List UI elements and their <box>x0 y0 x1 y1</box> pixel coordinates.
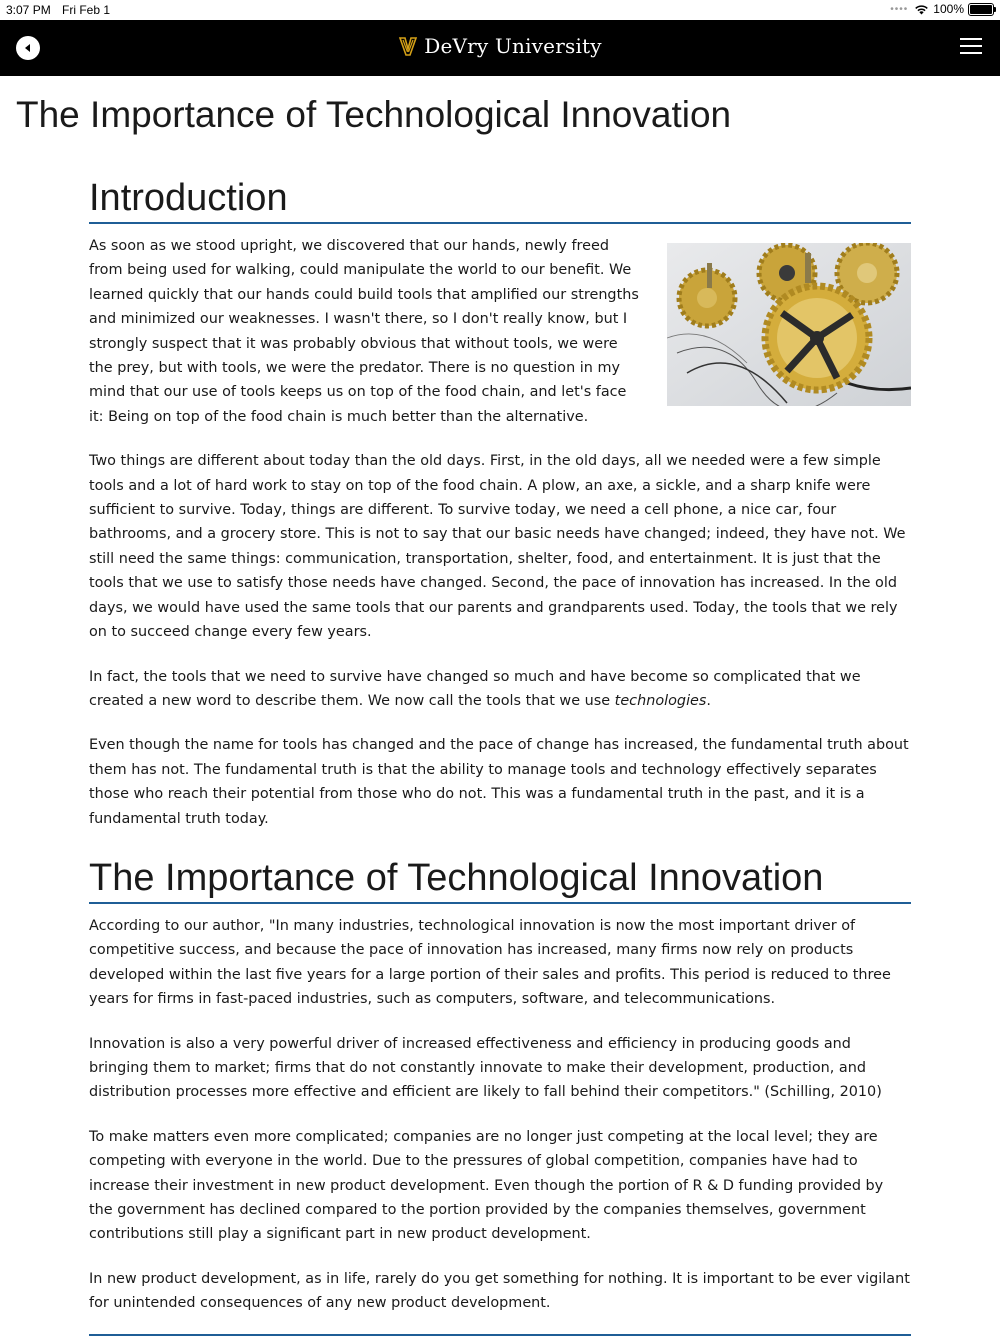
paragraph-text: In fact, the tools that we need to survive have changed so much and have become so complicated that we created a new word to describe them. We now call the tools that we use <box>89 668 861 709</box>
battery-icon <box>968 3 994 16</box>
introduction-section <box>89 176 911 831</box>
paragraph: In new product development, as in life, rarely do you get something for nothing. It is important to be ever vigilant for unintended consequences of any new product development. <box>89 1270 910 1312</box>
page-title: The Importance of Technological Innovation <box>16 94 732 135</box>
section-heading-importance: The Importance of Technological Innovation <box>89 856 911 904</box>
intro-body <box>89 234 911 429</box>
brand-name: DeVry University <box>424 34 602 58</box>
paragraph: According to our author, "In many industries, technological innovation is now the most important driver of competitive success, and because the pace of innovation has increased, many firms now rely on products developed within the last five years for a large portion of their sales and profits. This period is reduced to three years for firms in fast-paced industries, such as computers, software, and telecommunications. <box>89 918 891 1008</box>
status-bar <box>0 0 1000 20</box>
paragraph: Innovation is also a very powerful driver of increased effectiveness and efficiency in producing goods and bringing them to market; firms that do not constantly innovate to make their development, production, and distribution processes more effective and efficient are likely to fall behind their competitors." (Schilling, 2010) <box>89 1035 882 1101</box>
status-right <box>890 2 994 16</box>
gears-image <box>667 243 911 406</box>
paragraph: To make matters even more complicated; companies are no longer just competing at the local level; they are competing with everyone in the world. Due to the pressures of global competition, companies have had to increase their investment in new product development. Even though the portion of R & D funding provided by the government has declined compared to the portion provided by the companies themselves, government contributions still play a significant part in new product development. <box>89 1128 884 1243</box>
top-navbar <box>0 20 1000 76</box>
paragraph-text: . <box>706 692 711 709</box>
section-heading-introduction: Introduction <box>89 176 911 224</box>
hamburger-menu-button[interactable] <box>960 38 982 56</box>
paragraph: Two things are different about today than the old days. First, in the old days, all we needed were a few simple tools and a lot of hard work to stay on top of the food chain. A plow, an axe, a sickle, and a sharp knife were sufficient to survive. Today, things are different. To survive today, we need a cell phone, a nice car, four bathrooms, and a grocery store. This is not to say that our basic needs have changed; indeed, they have not. We still need the same things: communication, transportation, shelter, food, and entertainment. It is just that the tools that we use to satisfy those needs have changed. Second, the pace of innovation has increased. In the old days, we would have used the same tools that our parents and grandparents used. Today, the tools that we rely on to succeed change every few years. <box>89 453 906 641</box>
importance-section <box>89 856 911 1336</box>
menu-line-icon <box>960 45 982 47</box>
brand-logo[interactable] <box>0 34 1000 58</box>
paragraph <box>89 665 911 714</box>
wifi-icon <box>914 4 929 15</box>
emphasis-technologies: technologies <box>614 692 707 709</box>
gears-illustration <box>667 243 911 406</box>
status-time: 3:07 PM <box>6 3 51 17</box>
battery-percent: 100% <box>933 2 964 16</box>
cellular-icon: •••• <box>890 3 909 15</box>
devry-shield-icon <box>398 35 418 57</box>
paragraph: Even though the name for tools has changed and the pace of change has increased, the fundamental truth about them has not. The fundamental truth is that the ability to manage tools and technology effectively separates those who reach their potential from those who do not. This was a fundamental truth in the past, and it is a fundamental truth today. <box>89 737 909 827</box>
menu-line-icon <box>960 38 982 40</box>
status-date: Fri Feb 1 <box>62 3 111 17</box>
paragraph: As soon as we stood upright, we discovered that our hands, newly freed from being used for walking, could manipulate the world to our benefit. We learned quickly that our hands could build tools that amplified our strengths and minimized our weaknesses. I wasn't there, so I don't really know, but I strongly suspect that it was probably obvious that without tools, we were the prey, but with tools, we were the predator. There is no question in my mind that our use of tools keeps us on top of the food chain, and let's face it: Being on top of the food chain is much better than the alternative. <box>89 238 639 425</box>
menu-line-icon <box>960 52 982 54</box>
